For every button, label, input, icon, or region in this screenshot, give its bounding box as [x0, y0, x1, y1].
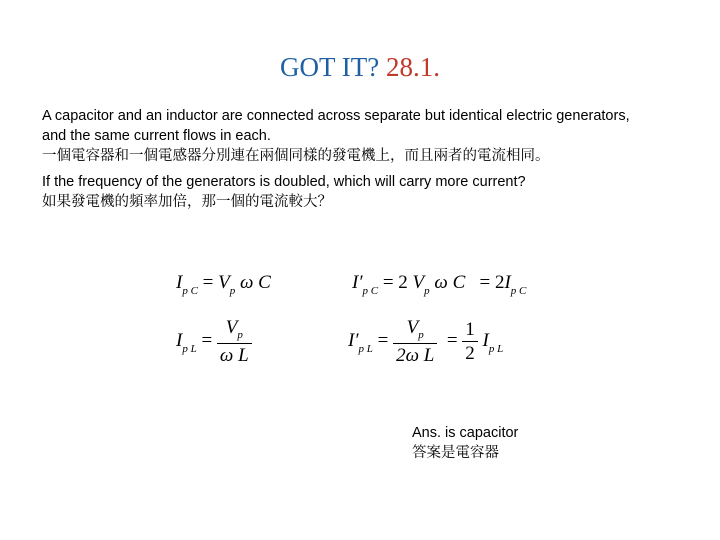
fraction-vp-over-2omega-l: $\frac{V_p}{\text{2ω L}}$: [393, 318, 437, 365]
question-zh-prompt: 如果發電機的頻率加倍，那一個的電流較大？: [42, 194, 332, 210]
slide-title: [0, 52, 720, 83]
question-prompt: [42, 172, 702, 212]
fraction-vp-over-omega-l: $\frac{V_p}{\text{ω L}}$: [217, 318, 252, 365]
equation-inductor-current: $I_{p L}$ = $\frac{V_p}{\text{ω L}}$: [176, 318, 252, 365]
question-en-line1: A capacitor and an inductor are connected across separate but identical electric generators,: [42, 108, 630, 124]
answer-block: [412, 423, 518, 463]
fraction-one-half: $\frac{1}{2}$: [462, 320, 478, 363]
equation-capacitor-current: $I_{p C} = V_p$ ω C: [176, 272, 271, 297]
question-en-prompt: If the frequency of the generators is doubled, which will carry more current?: [42, 174, 526, 190]
equation-capacitor-current-doubled: $I'_{p C} = 2$ $V_p$ ω C = $2I_{p C}$: [352, 272, 527, 297]
question-intro: [42, 106, 702, 166]
equation-inductor-current-doubled: $I'_{p L}$ = $\frac{V_p}{\text{2ω L}}$ = $\frac{1}{2}$ $I_{p L}$: [348, 317, 504, 366]
answer-zh: 答案是電容器: [412, 445, 499, 461]
question-en-line2: and the same current flows in each.: [42, 128, 271, 144]
title-number: 28.1.: [385, 52, 440, 82]
answer-en: Ans. is capacitor: [412, 425, 519, 441]
question-zh: 一個電容器和一個電感器分別連在兩個同樣的發電機上，而且兩者的電流相同。: [42, 148, 550, 164]
title-prefix: GOT IT?: [280, 52, 380, 82]
